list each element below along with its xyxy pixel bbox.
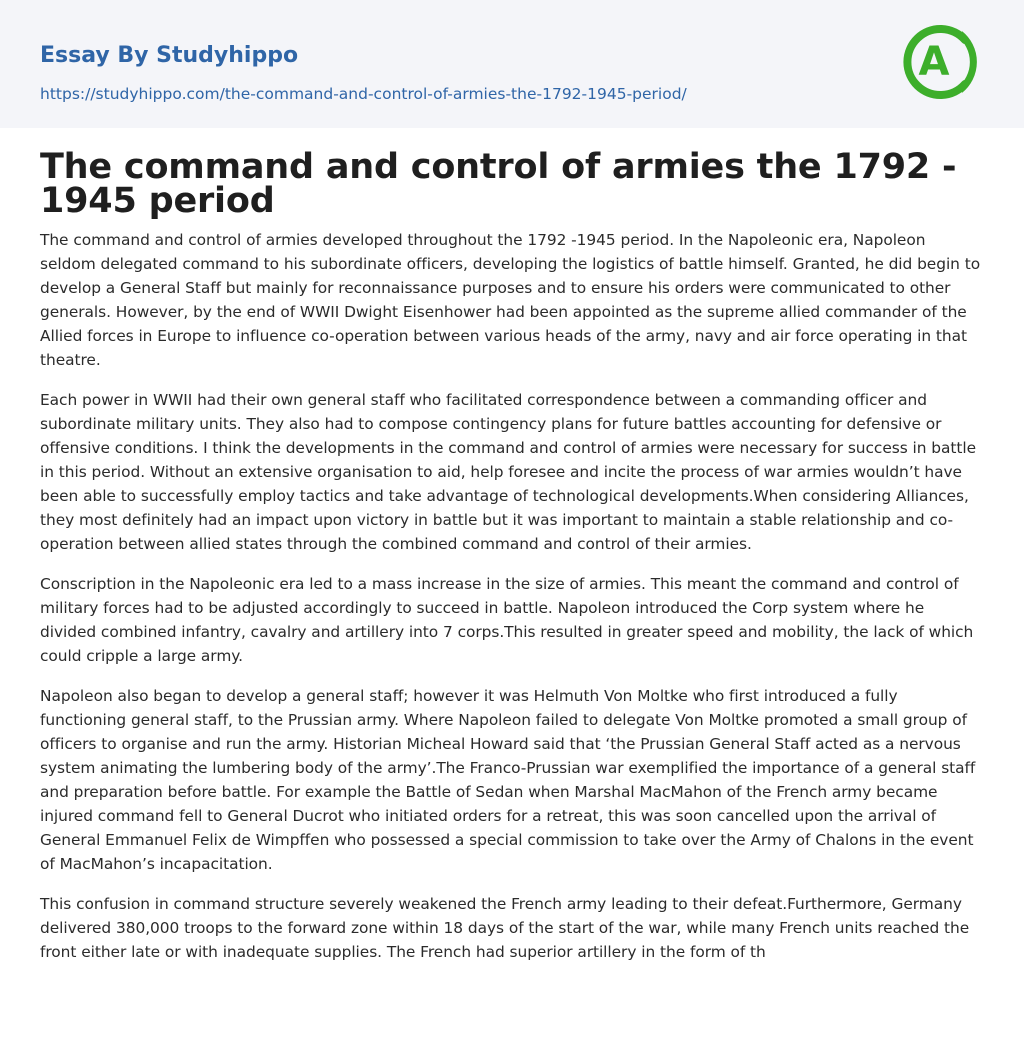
studyhippo-logo-icon[interactable] xyxy=(900,20,984,104)
paragraph: Napoleon also began to develop a general staff; however it was Helmuth Von Moltke who first introduced a fully functioning general staff, to the Prussian army. Where Napoleon failed to delegate Von Moltke promoted a small group of officers to organise and run the army. Historian Micheal Howard said that ‘the Prussian General Staff acted as a nervous system animating the lumbering body of the army’.The Franco-Prussian war exemplified the importance of a general staff and preparation before battle. For example the Battle of Sedan when Marshal MacMahon of the French army became injured command fell to General Ducrot who initiated orders for a retreat, this was soon cancelled upon the arrival of General Emmanuel Felix de Wimpffen who possessed a special commission to take over the Army of Chalons in the event of MacMahon’s incapacitation. xyxy=(40,687,976,873)
article-body xyxy=(40,228,984,964)
paragraph: Conscription in the Napoleonic era led to a mass increase in the size of armies. This meant the command and control of military forces had to be adjusted accordingly to succeed in battle. Napoleon introduced the Corp system where he divided combined infantry, cavalry and artillery into 7 corps.This resulted in greater speed and mobility, the lack of which could cripple a large army. xyxy=(40,575,974,665)
page-url-link[interactable]: https://studyhippo.com/the-command-and-control-of-armies-the-1792-1945-period/ xyxy=(40,85,687,103)
paragraph: Each power in WWII had their own general staff who facilitated correspondence between a commanding officer and subordinate military units. They also had to compose contingency plans for future battles accounting for defensive or offensive conditions. I think the developments in the command and control of armies were necessary for success in battle in this period. Without an extensive organisation to aid, help foresee and incite the process of war armies wouldn’t have been able to successfully employ tactics and take advantage of technological developments.When considering Alliances, they most definitely had an impact upon victory in battle but it was important to maintain a stable relationship and co-operation between allied states through the combined command and control of their armies. xyxy=(40,391,977,553)
site-header xyxy=(0,0,1024,128)
site-brand[interactable]: Essay By Studyhippo xyxy=(40,43,299,68)
logo-letter: A xyxy=(918,39,950,85)
article xyxy=(0,147,1024,964)
article-title: The command and control of armies the 1792 - 1945 period xyxy=(40,147,957,221)
paragraph: The command and control of armies developed throughout the 1792 -1945 period. In the Napoleonic era, Napoleon seldom delegated command to his subordinate officers, developing the logistics of battle himself. Granted, he did begin to develop a General Staff but mainly for reconnaissance purposes and to ensure his orders were communicated to other generals. However, by the end of WWII Dwight Eisenhower had been appointed as the supreme allied commander of the Allied forces in Europe to influence co-operation between various heads of the army, navy and air force operating in that theatre. xyxy=(40,231,981,369)
paragraph: This confusion in command structure severely weakened the French army leading to their defeat.Furthermore, Germany delivered 380,000 troops to the forward zone within 18 days of the start of the war, while many French units reached the front either late or with inadequate supplies. The French had superior artillery in the form of th xyxy=(40,895,970,961)
